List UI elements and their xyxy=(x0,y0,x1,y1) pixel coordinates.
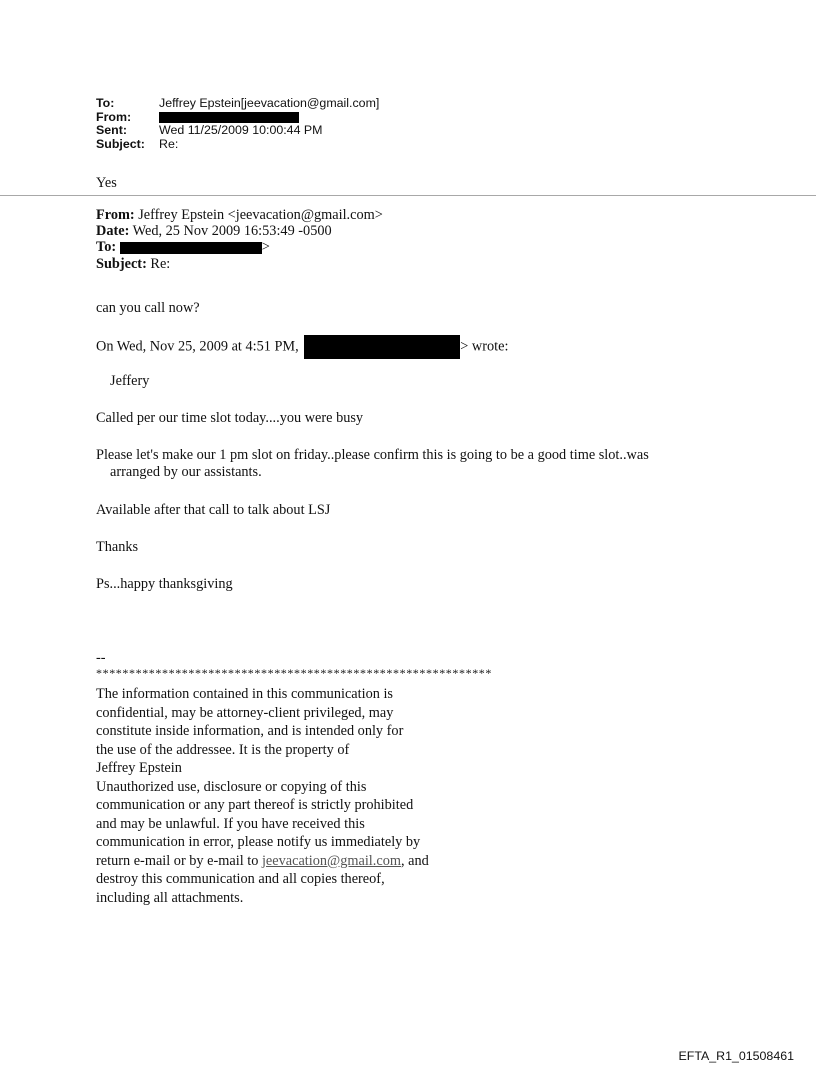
reply-body: Yes xyxy=(96,175,117,191)
message-line: can you call now? xyxy=(96,300,200,316)
to-label: To: xyxy=(96,96,115,110)
disclaimer-line: including all attachments. xyxy=(96,889,244,906)
disclaimer-line xyxy=(96,852,516,871)
confidentiality-disclaimer xyxy=(96,685,516,907)
email-header xyxy=(96,97,379,151)
fwd-date-row xyxy=(96,223,383,239)
redaction-box xyxy=(159,112,299,123)
signature-stars: ************************************************************ xyxy=(96,666,492,680)
quote-suffix: > wrote: xyxy=(460,338,509,355)
disclaimer-line: destroy this communication and all copies thereof, xyxy=(96,871,385,887)
fwd-from-row xyxy=(96,207,383,223)
fwd-date-value: Wed, 25 Nov 2009 16:53:49 -0500 xyxy=(129,223,332,240)
fwd-from-value: Jeffrey Epstein <jeevacation@gmail.com> xyxy=(134,207,383,223)
subject-label: Subject: xyxy=(96,136,145,151)
quote-prefix: On Wed, Nov 25, 2009 at 4:51 PM, xyxy=(96,338,299,355)
email-link[interactable]: jeevacation@gmail.com xyxy=(261,852,401,869)
paragraph: Called per our time slot today....you were busy xyxy=(96,410,364,426)
signature-dashes: -- xyxy=(96,650,106,666)
from-label: From: xyxy=(96,109,132,124)
return-suffix: , and xyxy=(400,852,429,869)
subject-value: Re: xyxy=(159,136,179,151)
to-value: Jeffrey Epstein[jeevacation@gmail.com] xyxy=(159,96,380,110)
header-subject-row xyxy=(96,138,379,152)
disclaimer-line: The information contained in this communication is xyxy=(96,686,393,702)
paragraph: Thanks xyxy=(96,539,139,555)
paragraph: Please let's make our 1 pm slot on friday..please confirm this is going to be a good time slot..was xyxy=(96,447,649,463)
fwd-to-row xyxy=(96,239,383,255)
disclaimer-line: and may be unlawful. If you have received this xyxy=(96,815,365,832)
return-prefix: return e-mail or by e-mail to xyxy=(96,852,262,869)
disclaimer-line: confidential, may be attorney-client privileged, may xyxy=(96,704,394,721)
disclaimer-line: Unauthorized use, disclosure or copying of this xyxy=(96,778,367,795)
disclaimer-line: constitute inside information, and is intended only for xyxy=(96,723,404,739)
disclaimer-line: Jeffrey Epstein xyxy=(96,760,182,776)
redaction-box xyxy=(304,335,460,359)
quote-attribution xyxy=(96,335,508,359)
forwarded-header xyxy=(96,207,383,272)
document-id: EFTA_R1_01508461 xyxy=(678,1049,794,1063)
fwd-to-suffix: > xyxy=(261,239,270,256)
divider xyxy=(0,195,816,196)
fwd-date-label: Date: xyxy=(96,223,130,240)
fwd-subject-row xyxy=(96,256,383,272)
redaction-box xyxy=(120,242,262,254)
sent-label: Sent: xyxy=(96,123,127,138)
disclaimer-line: communication or any part thereof is strictly prohibited xyxy=(96,797,414,813)
disclaimer-line: communication in error, please notify us immediately by xyxy=(96,834,421,850)
disclaimer-line: the use of the addressee. It is the property of xyxy=(96,741,350,758)
header-to-row xyxy=(96,97,379,111)
paragraph: Ps...happy thanksgiving xyxy=(96,576,233,592)
paragraph-continuation: arranged by our assistants. xyxy=(110,464,262,480)
fwd-from-label: From: xyxy=(96,207,135,223)
header-sent-row xyxy=(96,124,379,138)
fwd-to-label: To: xyxy=(96,239,117,256)
fwd-subject-value: Re: xyxy=(146,255,171,272)
fwd-subject-label: Subject: xyxy=(96,255,147,272)
sent-value: Wed 11/25/2009 10:00:44 PM xyxy=(159,123,323,138)
header-from-row xyxy=(96,111,379,125)
paragraph: Available after that call to talk about LSJ xyxy=(96,502,331,518)
greeting: Jeffery xyxy=(110,373,150,389)
